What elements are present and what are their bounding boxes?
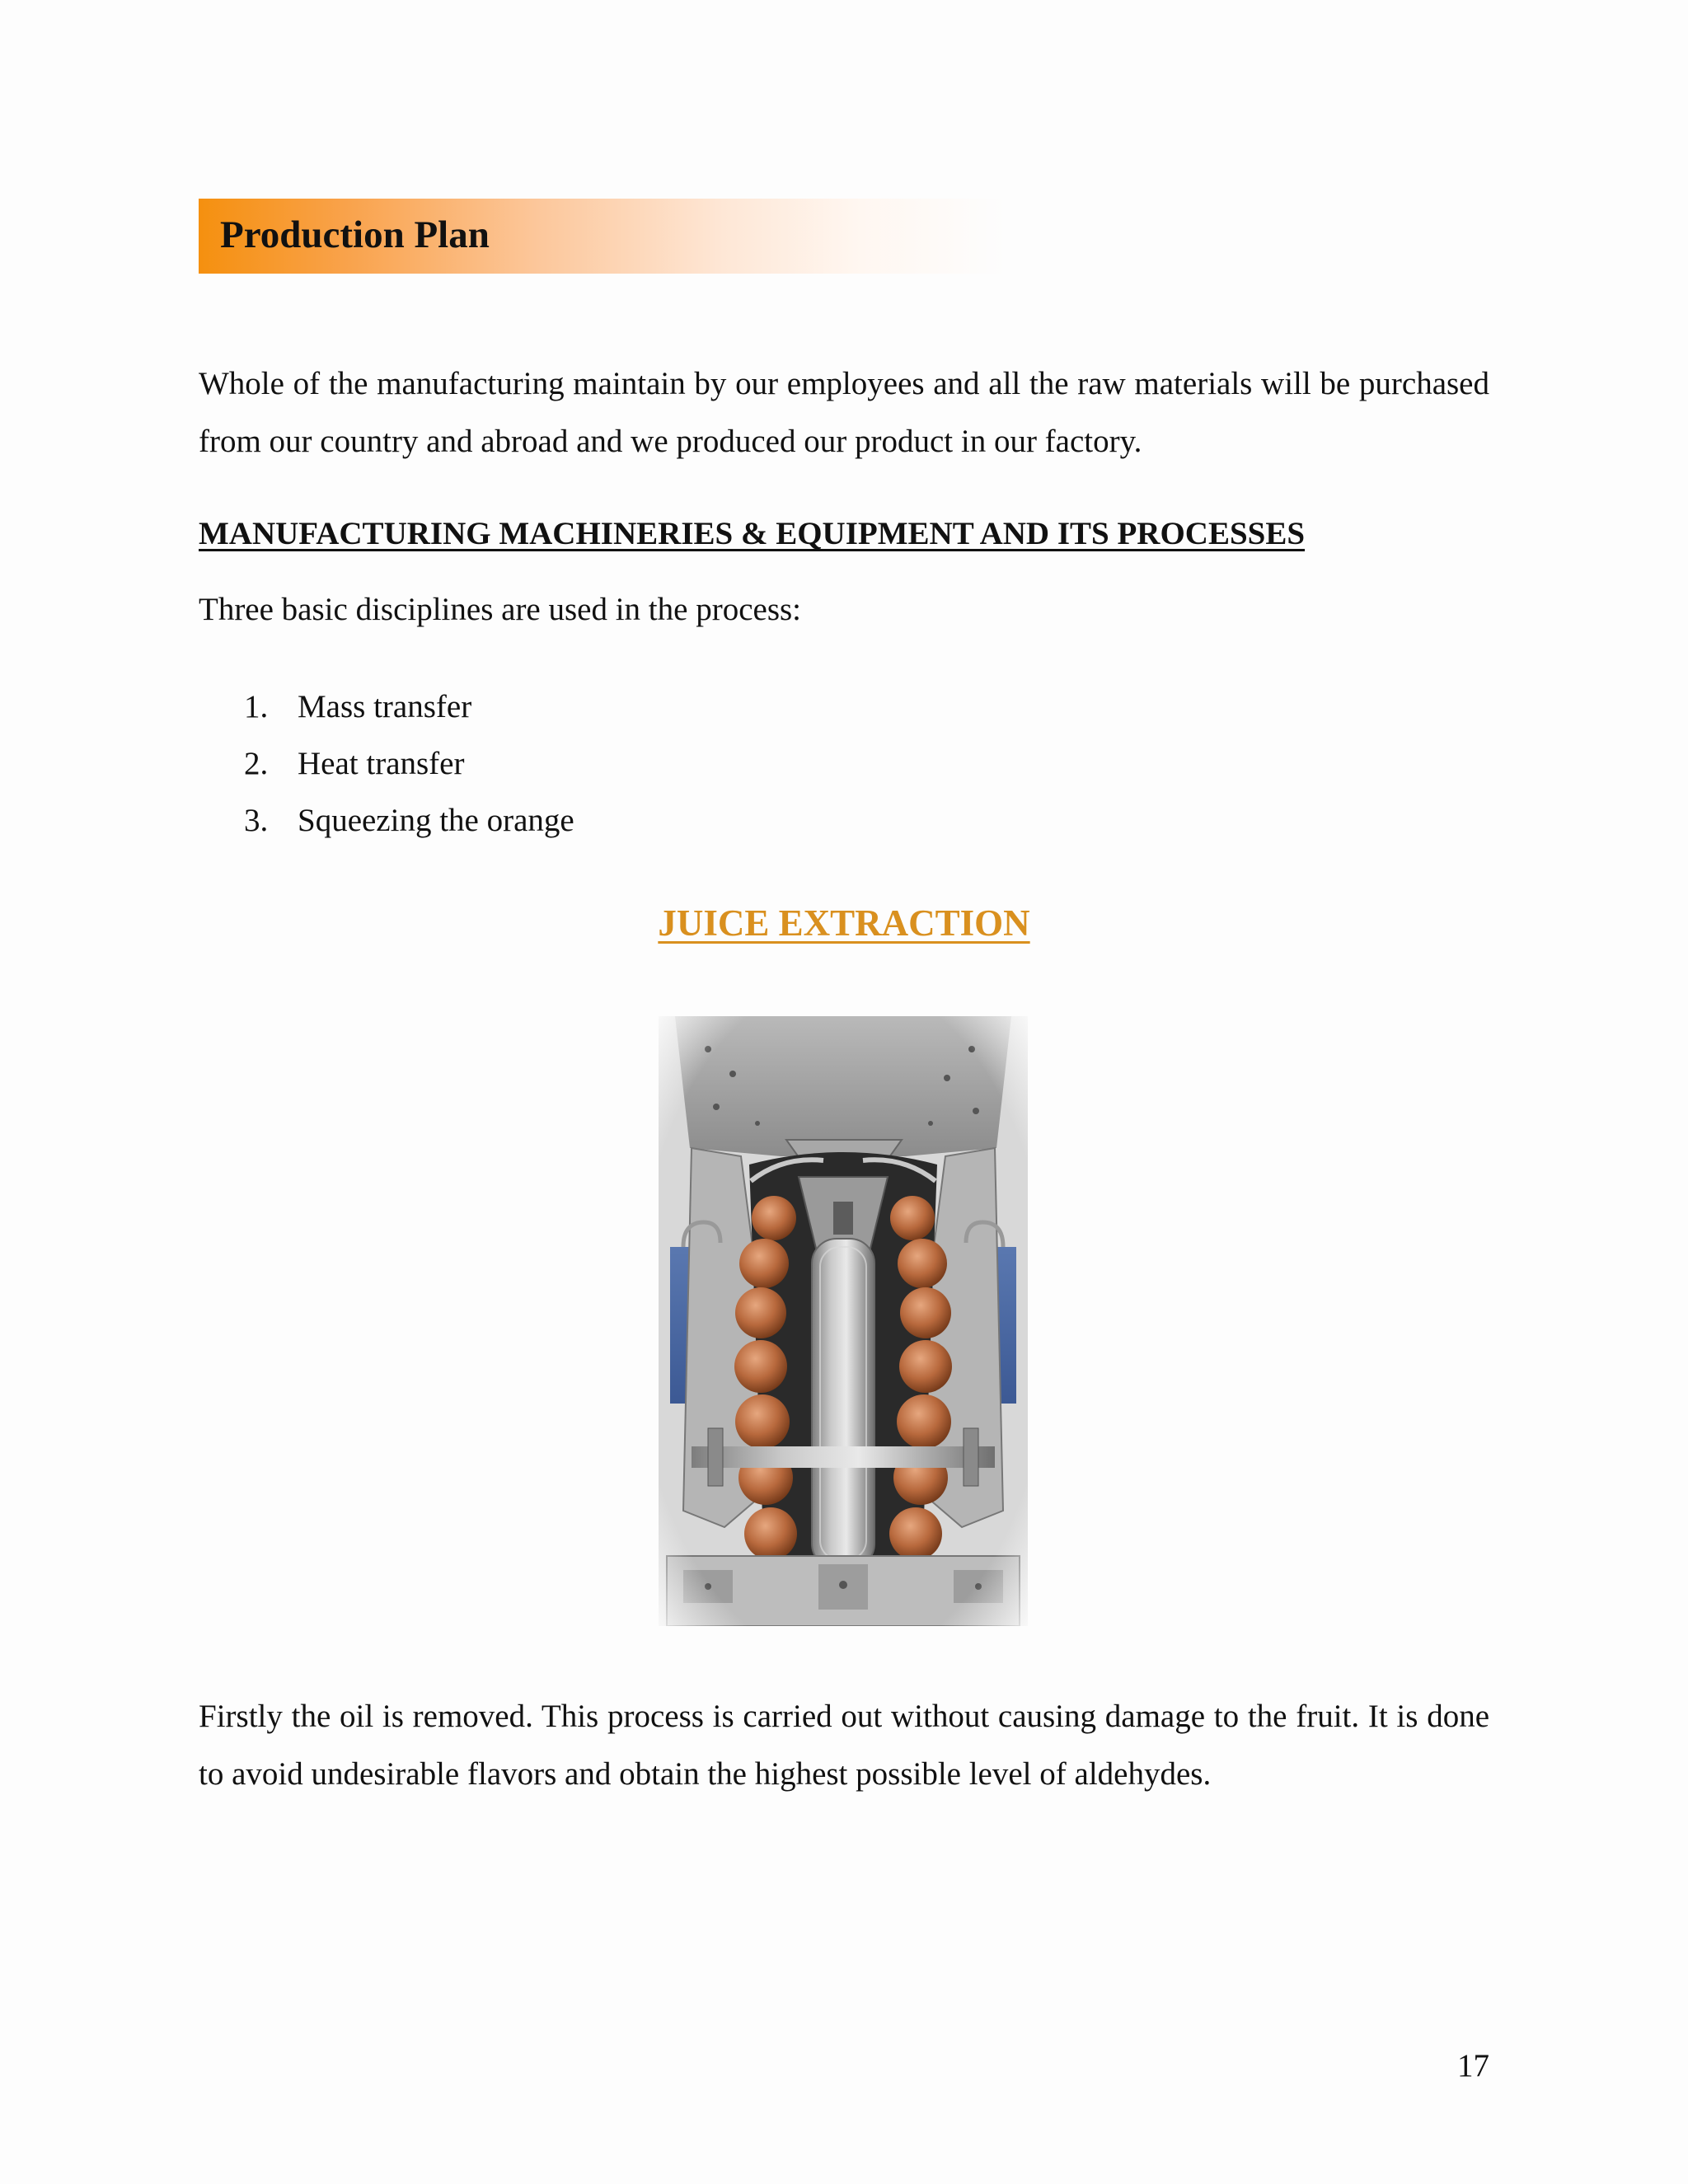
list-item	[244, 741, 574, 798]
list-number: 2.	[244, 746, 269, 781]
juice-extractor-machine-photo	[659, 1016, 1028, 1626]
juice-extraction-heading-text: JUICE EXTRACTION	[658, 902, 1030, 944]
disciplines-list	[244, 684, 574, 855]
list-number: 3.	[244, 803, 269, 838]
closing-paragraph: Firstly the oil is removed. This process is carried out without causing damage to the fruit. It is done to avoid undesirable flavors and obtain the highest possible level of aldehydes.	[199, 1699, 1489, 1792]
banner-title: Production Plan	[220, 213, 490, 256]
machinery-heading: MANUFACTURING MACHINERIES & EQUIPMENT AND ITS PROCESSES	[199, 516, 1306, 551]
intro-paragraph: Whole of the manufacturing maintain by our employees and all the raw materials will be purchased from our country and abroad and we produced our product in our factory.	[199, 366, 1489, 459]
section-banner	[199, 199, 1006, 274]
list-number: 1.	[244, 689, 269, 724]
list-item	[244, 798, 574, 855]
juice-extraction-heading	[0, 898, 1688, 948]
list-label: Heat transfer	[298, 746, 465, 781]
disciplines-intro: Three basic disciplines are used in the process:	[199, 592, 802, 627]
list-label: Mass transfer	[298, 689, 472, 724]
list-label: Squeezing the orange	[298, 803, 574, 838]
list-item	[244, 684, 574, 741]
juice-extractor-image	[659, 1016, 1028, 1626]
page-number: 17	[1457, 2048, 1489, 2083]
